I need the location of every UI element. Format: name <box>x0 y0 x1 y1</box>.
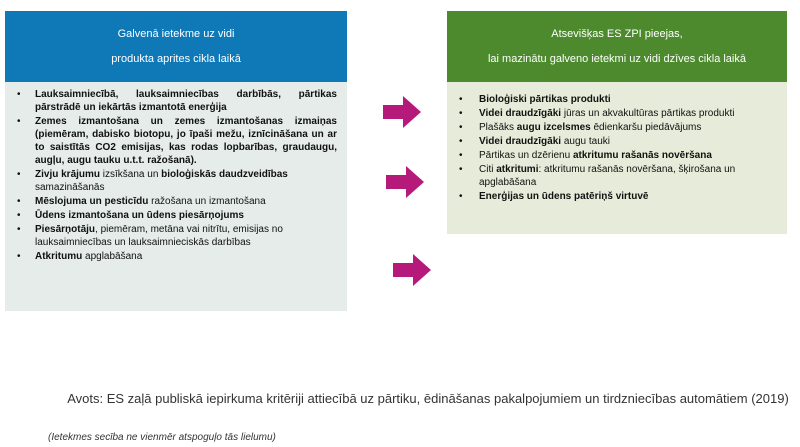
impact-item-text: Lauksaimniecībā, lauksaimniecības darbībās, pārtikas pārstrādē un iekārtās izmantotā enerģija <box>35 89 337 113</box>
impact-list-item <box>13 88 337 114</box>
impact-header-line2: produkta aprites cikla laikā <box>111 53 241 65</box>
approach-list-item <box>455 135 777 148</box>
impact-item-text: bioloģiskās daudzveidības <box>161 169 288 180</box>
approach-list-item <box>455 121 777 134</box>
impact-list-item <box>13 223 337 249</box>
impact-panel-header <box>5 11 347 82</box>
approach-item-text: atkritumu rašanās novēršana <box>572 150 712 161</box>
approach-item-text: augu izcelsmes <box>516 122 591 133</box>
approach-item-text: : atkritumu rašanās novēršana, šķirošana un apglabāšana <box>479 164 736 188</box>
impact-list-item <box>13 115 337 167</box>
approach-item-text: augu tauki <box>561 136 610 147</box>
impact-list-item <box>13 168 337 194</box>
ordering-note: (Ietekmes secība ne vienmēr atspoguļo tās lielumu) <box>48 432 276 443</box>
impact-panel-body <box>5 82 347 311</box>
impact-item-text: Ūdens izmantošana un ūdens piesārņojums <box>35 210 244 221</box>
impact-header-line1: Galvenā ietekme uz vidi <box>117 28 235 40</box>
approach-item-text: Citi <box>479 164 497 175</box>
approach-item-text: Bioloģiski pārtikas produkti <box>479 94 611 105</box>
approach-item-text: Enerģijas un ūdens patēriņš virtuvē <box>479 191 649 202</box>
impact-item-text: Zivju krājumu <box>35 169 101 180</box>
approach-list-item <box>455 107 777 120</box>
impact-list-item <box>13 209 337 222</box>
approach-item-text: ēdienkaršu piedāvājums <box>590 122 702 133</box>
approach-item-text: Plašāks <box>479 122 517 133</box>
impact-item-text: apglabāšana <box>82 251 143 262</box>
approach-panel-body <box>447 82 787 234</box>
right-arrow-icon <box>386 166 424 198</box>
impact-item-text: Atkritumu <box>35 251 83 262</box>
approach-list-item <box>455 163 777 189</box>
approach-list-item <box>455 190 777 203</box>
approach-list <box>455 93 777 203</box>
impact-item-text: Piesārņotāju <box>35 224 96 235</box>
approach-item-text: jūras un akvakultūras pārtikas produkti <box>561 108 735 119</box>
approach-header-line1: Atsevišķas ES ZPI pieejas, <box>551 28 683 40</box>
impact-item-text: Zemes izmantošana un zemes izmantošanas izmaiņas (piemēram, dabisko biotopu, jo īpaši mežu, iznīcināšana un ar to saistītās CO2 emisijas, kas rodas lopbarības, graudaugu, augļu, augu tauku u.t.t. ražošanā). <box>35 116 337 166</box>
source-caption: Avots: ES zaļā publiskā iepirkuma kritēriji attiecībā uz pārtiku, ēdināšanas pakalpojumiem un tirdzniecības automātiem (2019) <box>67 391 789 406</box>
approach-list-item <box>455 149 777 162</box>
impact-item-text: samazināšanās <box>35 182 105 193</box>
impact-list-item <box>13 250 337 263</box>
approach-item-text: atkritumi <box>496 164 539 175</box>
impact-item-text: Mēslojuma un pesticīdu <box>35 196 149 207</box>
right-arrow-icon <box>393 254 431 286</box>
approach-panel <box>447 11 787 234</box>
impact-panel <box>5 11 347 311</box>
impact-item-text: ražošana un izmantošana <box>148 196 266 207</box>
impact-list-item <box>13 195 337 208</box>
approach-header-line2: lai mazinātu galveno ietekmi uz vidi dzīves cikla laikā <box>487 53 746 65</box>
right-arrow-icon <box>383 96 421 128</box>
impact-item-text: , piemēram, metāna vai nitrītu, emisijas no lauksaimniecības un lauksaimnieciskās darbības <box>35 224 283 248</box>
impact-item-text: izsīkšana un <box>100 169 162 180</box>
approach-item-text: Videi draudzīgāki <box>479 136 562 147</box>
approach-item-text: Videi draudzīgāki <box>479 108 562 119</box>
approach-list-item <box>455 93 777 106</box>
approach-panel-header <box>447 11 787 82</box>
impact-list <box>13 88 337 263</box>
approach-item-text: Pārtikas un dzērienu <box>479 150 573 161</box>
